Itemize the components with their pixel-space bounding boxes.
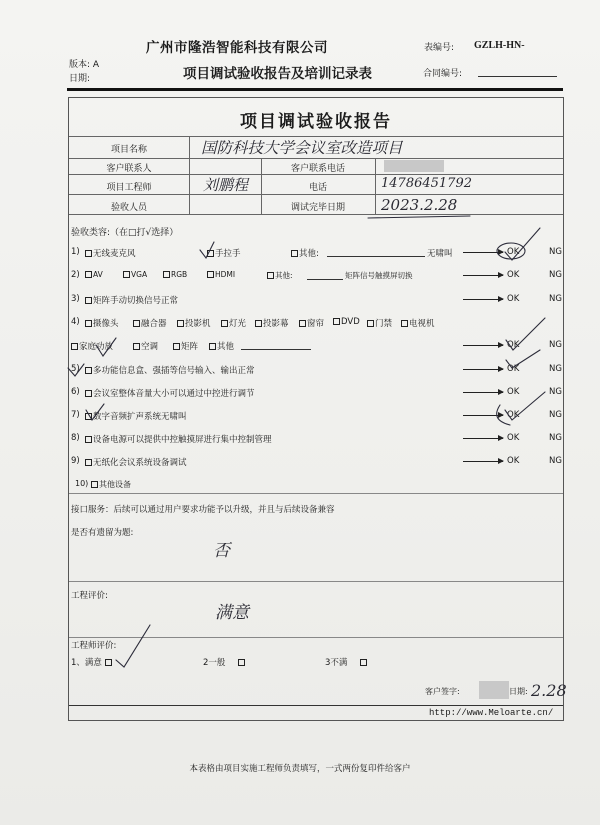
version: 版本: A xyxy=(69,60,100,70)
acceptor-label: 验收人员 xyxy=(110,203,147,213)
checkbox-matrix-manual[interactable]: 矩阵手动切换信号正常 xyxy=(85,294,178,306)
form-number: GZLH-HN- xyxy=(474,40,525,51)
website: http://www.Meloarte.cn/ xyxy=(429,708,554,718)
checkbox-other[interactable]: 其他: xyxy=(291,247,319,259)
report-title: 项目调试验收报告 xyxy=(240,112,392,132)
checkbox-multifunction[interactable]: 多功能信息盒、强插等信号输入、输出正常 xyxy=(85,364,255,376)
checkbox-curtain[interactable]: 窗帘 xyxy=(299,317,324,329)
date-label: 日期: xyxy=(69,74,91,84)
contract-number-label: 合同编号: xyxy=(423,69,463,79)
engineering-eval-label: 工程评价: xyxy=(71,591,108,601)
checkbox-av[interactable]: AV xyxy=(85,270,103,279)
client-contact-label: 客户联系人 xyxy=(106,164,152,174)
engineering-eval-value: 满意 xyxy=(215,603,249,623)
project-name-label: 项目名称 xyxy=(110,145,147,155)
checkbox-lighting[interactable]: 灯光 xyxy=(221,317,246,329)
form-number-label: 表编号: xyxy=(424,43,455,53)
engineer-label: 项目工程师 xyxy=(106,183,152,193)
checkbox-paperless[interactable]: 无纸化会议系统设备调试 xyxy=(85,456,187,468)
checkbox-other-devices[interactable]: 其他设备 xyxy=(91,479,131,490)
report-frame: 项目调试验收报告 项目名称 国防科技大学会议室改造项目 客户联系人 客户联系电话 项目工程师 刘鹏程 电话 14786451792 验收人员 调试完毕日期 2023.2.28 验收类容:（在□打√选择） 1) 无线麦克风 手拉手 其他: 无啸叫 OK NG 2) AV VGA RGB HDMI 其他: 矩阵信号触摸屏切换 OK NG 3) 矩阵手动切换信号正常 OK NG 4) 摄像头 融合器 投影机 灯光 投影幕 窗帘 DVD 门禁 电视机 家庭功放 空调 矩阵 其他 OK NG 5) 多功能信息盒、强插等信号输入、输出正常 OK NG 6) 会议室整体音量大小可以通过中控进行调节 OK NG 7) 数字音频扩声系统无啸叫 OK NG 8) 设备电源可以提供中控触摸屏进行集中控制管理 OK NG 9) 无纸化会议系统设备调试 OK NG 10) 其他设备 接口服务：后续可以通过用户要求功能予以升级，并且与后续设备兼容 是否有遗留为题: 否 工程评价: 满意 工程师评价: 1、满意 2一般 3不满 客户签字: 日期: 2.28 http://www.Meloarte.cn/ xyxy=(68,97,564,721)
engineer-value: 刘鹏程 xyxy=(203,176,249,194)
main-title: 项目调试验收报告及培训记录表 xyxy=(183,66,372,82)
checkbox-dvd[interactable]: DVD xyxy=(333,317,360,327)
phone-label: 电话 xyxy=(308,183,327,193)
checkbox-other-3[interactable]: 其他 xyxy=(209,340,234,352)
client-phone-label: 客户联系电话 xyxy=(290,164,345,174)
checkbox-camera[interactable]: 摄像头 xyxy=(85,317,119,329)
checkbox-matrix[interactable]: 矩阵 xyxy=(173,340,198,352)
project-name-value: 国防科技大学会议室改造项目 xyxy=(201,139,403,157)
rating-dissatisfied[interactable]: 3不满 xyxy=(325,656,368,668)
checkbox-vga[interactable]: VGA xyxy=(123,270,147,279)
interface-service: 接口服务：后续可以通过用户要求功能予以升级，并且与后续设备兼容 xyxy=(71,505,335,515)
phone-value: 14786451792 xyxy=(381,176,472,191)
checkbox-volume[interactable]: 会议室整体音量大小可以通过中控进行调节 xyxy=(85,387,255,399)
issues-value: 否 xyxy=(213,541,230,561)
checkbox-fusion[interactable]: 融合器 xyxy=(133,317,167,329)
checkbox-hdmi[interactable]: HDMI xyxy=(207,270,235,279)
company-name: 广州市隆浩智能科技有限公司 xyxy=(146,40,328,56)
checkbox-access[interactable]: 门禁 xyxy=(367,317,392,329)
sign-date-value: 2.28 xyxy=(531,681,567,700)
checkbox-projector[interactable]: 投影机 xyxy=(177,317,211,329)
checkbox-other-2[interactable]: 其他: xyxy=(267,270,293,281)
checkbox-ac[interactable]: 空调 xyxy=(133,340,158,352)
rating-average[interactable]: 2一般 xyxy=(203,656,246,668)
checkbox-handheld[interactable]: 手拉手 xyxy=(207,247,241,259)
issues-label: 是否有遗留为题: xyxy=(71,528,134,538)
engineer-eval-label: 工程师评价: xyxy=(71,641,117,651)
client-sign-label: 客户签字: xyxy=(425,687,460,696)
checkbox-screen[interactable]: 投影幕 xyxy=(255,317,289,329)
checkbox-tv[interactable]: 电视机 xyxy=(401,317,435,329)
checkbox-home-amp[interactable]: 家庭功放 xyxy=(71,340,113,352)
acceptance-label: 验收类容:（在□打√选择） xyxy=(71,228,179,238)
checkbox-rgb[interactable]: RGB xyxy=(163,270,187,279)
rating-satisfied[interactable]: 1、满意 xyxy=(71,656,113,668)
checkbox-wireless-mic[interactable]: 无线麦克风 xyxy=(85,247,136,259)
checkbox-power[interactable]: 设备电源可以提供中控触摸屏进行集中控制管理 xyxy=(85,433,272,445)
sign-date-label: 日期: xyxy=(509,687,528,696)
debug-date-value: 2023.2.28 xyxy=(381,196,458,214)
checkbox-audio[interactable]: 数字音频扩声系统无啸叫 xyxy=(85,410,187,422)
debug-date-label: 调试完毕日期 xyxy=(290,203,345,213)
footer-note: 本表格由项目实施工程师负责填写，一式两份复印件给客户 xyxy=(189,764,411,774)
